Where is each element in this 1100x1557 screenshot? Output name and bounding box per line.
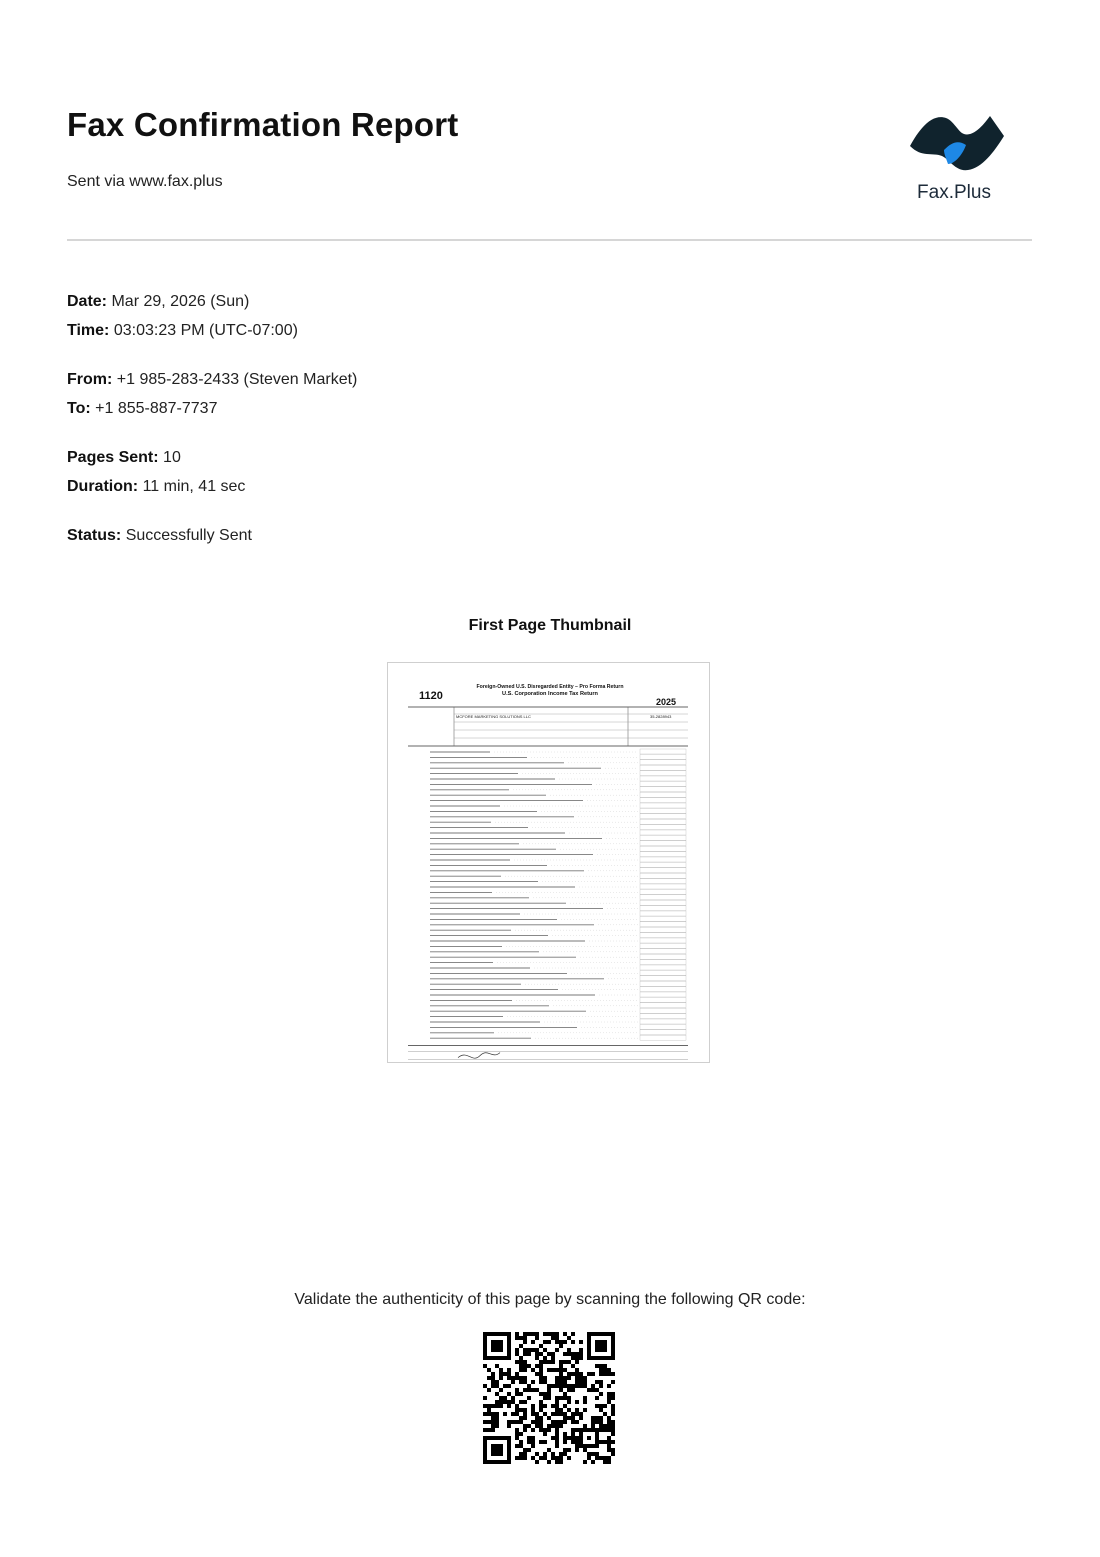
date-row <box>67 293 249 311</box>
form-ein: 35-2828943 <box>650 714 672 719</box>
qr-code-icon <box>483 1332 615 1464</box>
time-row <box>67 322 298 340</box>
fax-plus-logo <box>898 112 1010 207</box>
form-subheading: U.S. Corporation Income Tax Return <box>502 691 598 697</box>
time-value: 03:03:23 PM (UTC-07:00) <box>113 322 298 339</box>
form-lines <box>408 707 688 1062</box>
to-row <box>67 400 217 418</box>
to-value: +1 855-887-7737 <box>95 400 218 417</box>
page-title: Fax Confirmation Report <box>67 106 459 143</box>
pages-row <box>67 449 181 467</box>
pages-value: 10 <box>163 449 181 466</box>
date-label: Date: <box>67 293 108 310</box>
tax-form-thumbnail <box>388 663 709 1062</box>
duration-row <box>67 478 245 496</box>
date-value: Mar 29, 2026 (Sun) <box>111 293 250 310</box>
from-value: +1 985-283-2433 (Steven Market) <box>116 371 358 388</box>
fax-plus-logo-icon <box>904 112 1004 174</box>
thumbnail-title: First Page Thumbnail <box>468 617 632 634</box>
pages-label: Pages Sent: <box>67 449 159 466</box>
duration-label: Duration: <box>67 478 139 495</box>
form-number: 1120 <box>419 690 443 702</box>
status-row <box>67 527 252 545</box>
page-subtitle: Sent via www.fax.plus <box>67 173 223 190</box>
to-label: To: <box>67 400 91 417</box>
qr-caption: Validate the authenticity of this page by scanning the following QR code: <box>294 1291 806 1308</box>
status-value: Successfully Sent <box>125 527 252 544</box>
from-row <box>67 371 357 389</box>
status-label: Status: <box>67 527 122 544</box>
form-company: MCFORE MARKETING SOLUTIONS LLC <box>456 714 531 719</box>
header-divider <box>67 239 1032 241</box>
logo-wordmark: Fax.Plus <box>917 182 991 203</box>
form-heading: Foreign-Owned U.S. Disregarded Entity – Pro Forma Return <box>476 684 624 690</box>
form-year: 2025 <box>655 697 677 707</box>
duration-value: 11 min, 41 sec <box>142 478 246 495</box>
from-label: From: <box>67 371 113 388</box>
time-label: Time: <box>67 322 110 339</box>
first-page-thumbnail <box>387 662 710 1063</box>
